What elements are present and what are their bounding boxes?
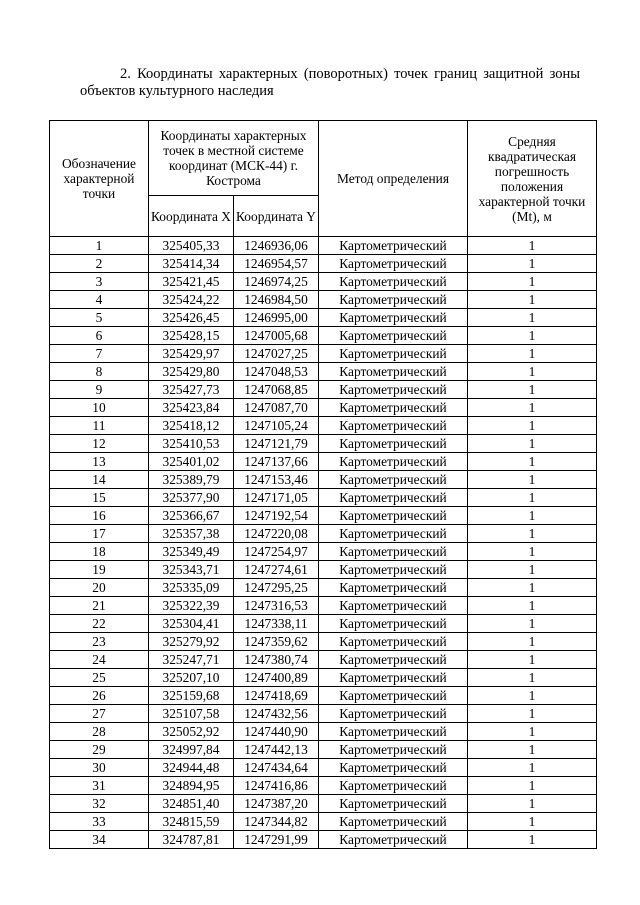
table-row — [50, 597, 597, 615]
cell-accuracy: 1 — [468, 669, 597, 687]
table-row — [50, 525, 597, 543]
cell-y: 1247387,20 — [234, 795, 319, 813]
cell-point: 24 — [50, 651, 149, 669]
cell-method: Картометрический — [319, 561, 468, 579]
cell-accuracy: 1 — [468, 759, 597, 777]
cell-method: Картометрический — [319, 813, 468, 831]
cell-x: 325207,10 — [149, 669, 234, 687]
cell-x: 325429,97 — [149, 345, 234, 363]
cell-point: 28 — [50, 723, 149, 741]
cell-x: 325279,92 — [149, 633, 234, 651]
cell-method: Картометрический — [319, 831, 468, 849]
cell-point: 16 — [50, 507, 149, 525]
cell-point: 34 — [50, 831, 149, 849]
table-row — [50, 255, 597, 273]
cell-method: Картометрический — [319, 237, 468, 255]
cell-method: Картометрический — [319, 741, 468, 759]
cell-method: Картометрический — [319, 615, 468, 633]
table-row — [50, 831, 597, 849]
cell-method: Картометрический — [319, 723, 468, 741]
table-row — [50, 813, 597, 831]
cell-x: 325421,45 — [149, 273, 234, 291]
cell-point: 7 — [50, 345, 149, 363]
cell-point: 5 — [50, 309, 149, 327]
cell-point: 14 — [50, 471, 149, 489]
cell-method: Картометрический — [319, 579, 468, 597]
cell-y: 1247068,85 — [234, 381, 319, 399]
cell-method: Картометрический — [319, 309, 468, 327]
cell-accuracy: 1 — [468, 651, 597, 669]
cell-point: 2 — [50, 255, 149, 273]
cell-point: 26 — [50, 687, 149, 705]
table-row — [50, 309, 597, 327]
cell-accuracy: 1 — [468, 309, 597, 327]
cell-method: Картометрический — [319, 327, 468, 345]
cell-x: 325107,58 — [149, 705, 234, 723]
cell-accuracy: 1 — [468, 237, 597, 255]
cell-x: 325322,39 — [149, 597, 234, 615]
table-row — [50, 363, 597, 381]
cell-point: 10 — [50, 399, 149, 417]
cell-point: 8 — [50, 363, 149, 381]
cell-accuracy: 1 — [468, 273, 597, 291]
table-row — [50, 777, 597, 795]
cell-x: 324787,81 — [149, 831, 234, 849]
cell-y: 1246984,50 — [234, 291, 319, 309]
cell-x: 324894,95 — [149, 777, 234, 795]
cell-method: Картометрический — [319, 795, 468, 813]
cell-x: 324997,84 — [149, 741, 234, 759]
cell-point: 17 — [50, 525, 149, 543]
cell-y: 1247440,90 — [234, 723, 319, 741]
cell-y: 1247121,79 — [234, 435, 319, 453]
cell-y: 1247359,62 — [234, 633, 319, 651]
cell-accuracy: 1 — [468, 291, 597, 309]
cell-accuracy: 1 — [468, 597, 597, 615]
cell-x: 325304,41 — [149, 615, 234, 633]
cell-accuracy: 1 — [468, 561, 597, 579]
table-row — [50, 507, 597, 525]
cell-y: 1247380,74 — [234, 651, 319, 669]
header-accuracy: Средняя квадратическая погрешность положения характерной точки (Mt), м — [468, 121, 597, 237]
table-row — [50, 561, 597, 579]
cell-y: 1247400,89 — [234, 669, 319, 687]
cell-accuracy: 1 — [468, 453, 597, 471]
table-row — [50, 687, 597, 705]
cell-accuracy: 1 — [468, 741, 597, 759]
cell-x: 325429,80 — [149, 363, 234, 381]
cell-y: 1247291,99 — [234, 831, 319, 849]
cell-point: 3 — [50, 273, 149, 291]
cell-accuracy: 1 — [468, 255, 597, 273]
cell-y: 1246954,57 — [234, 255, 319, 273]
cell-x: 325405,33 — [149, 237, 234, 255]
cell-x: 325426,45 — [149, 309, 234, 327]
cell-x: 325343,71 — [149, 561, 234, 579]
cell-y: 1247027,25 — [234, 345, 319, 363]
cell-method: Картометрический — [319, 705, 468, 723]
cell-y: 1247274,61 — [234, 561, 319, 579]
cell-accuracy: 1 — [468, 507, 597, 525]
cell-point: 19 — [50, 561, 149, 579]
cell-accuracy: 1 — [468, 705, 597, 723]
cell-point: 11 — [50, 417, 149, 435]
table-row — [50, 399, 597, 417]
cell-x: 325401,02 — [149, 453, 234, 471]
cell-x: 324815,59 — [149, 813, 234, 831]
table-row — [50, 417, 597, 435]
cell-x: 324944,48 — [149, 759, 234, 777]
cell-method: Картометрический — [319, 417, 468, 435]
table-row — [50, 471, 597, 489]
table-row — [50, 489, 597, 507]
cell-point: 21 — [50, 597, 149, 615]
table-row — [50, 633, 597, 651]
cell-accuracy: 1 — [468, 525, 597, 543]
cell-x: 325357,38 — [149, 525, 234, 543]
cell-accuracy: 1 — [468, 345, 597, 363]
cell-point: 9 — [50, 381, 149, 399]
cell-y: 1247338,11 — [234, 615, 319, 633]
cell-method: Картометрический — [319, 453, 468, 471]
cell-method: Картометрический — [319, 255, 468, 273]
cell-method: Картометрический — [319, 345, 468, 363]
cell-method: Картометрический — [319, 759, 468, 777]
cell-accuracy: 1 — [468, 327, 597, 345]
cell-y: 1247434,64 — [234, 759, 319, 777]
cell-method: Картометрический — [319, 489, 468, 507]
table-row — [50, 615, 597, 633]
table-row — [50, 759, 597, 777]
cell-point: 25 — [50, 669, 149, 687]
table-row — [50, 381, 597, 399]
cell-y: 1247192,54 — [234, 507, 319, 525]
cell-accuracy: 1 — [468, 795, 597, 813]
table-row — [50, 327, 597, 345]
cell-x: 325414,34 — [149, 255, 234, 273]
header-point: Обозначение характерной точки — [50, 121, 149, 237]
table-row — [50, 237, 597, 255]
cell-method: Картометрический — [319, 363, 468, 381]
cell-method: Картометрический — [319, 435, 468, 453]
header-coords-group: Координаты характерных точек в местной системе координат (МСК-44) г. Кострома — [149, 121, 319, 196]
cell-point: 15 — [50, 489, 149, 507]
coordinates-table — [49, 120, 597, 849]
cell-accuracy: 1 — [468, 381, 597, 399]
cell-point: 4 — [50, 291, 149, 309]
cell-point: 32 — [50, 795, 149, 813]
header-method: Метод определения — [319, 121, 468, 237]
cell-point: 30 — [50, 759, 149, 777]
cell-y: 1247295,25 — [234, 579, 319, 597]
cell-accuracy: 1 — [468, 687, 597, 705]
cell-point: 23 — [50, 633, 149, 651]
cell-method: Картометрический — [319, 381, 468, 399]
cell-method: Картометрический — [319, 777, 468, 795]
cell-x: 325428,15 — [149, 327, 234, 345]
table-row — [50, 543, 597, 561]
cell-point: 1 — [50, 237, 149, 255]
cell-accuracy: 1 — [468, 831, 597, 849]
cell-method: Картометрический — [319, 597, 468, 615]
cell-point: 22 — [50, 615, 149, 633]
cell-method: Картометрический — [319, 651, 468, 669]
cell-x: 325389,79 — [149, 471, 234, 489]
cell-x: 325366,67 — [149, 507, 234, 525]
cell-point: 12 — [50, 435, 149, 453]
cell-x: 325052,92 — [149, 723, 234, 741]
cell-accuracy: 1 — [468, 543, 597, 561]
cell-accuracy: 1 — [468, 615, 597, 633]
cell-x: 324851,40 — [149, 795, 234, 813]
cell-method: Картометрический — [319, 471, 468, 489]
cell-accuracy: 1 — [468, 399, 597, 417]
cell-method: Картометрический — [319, 399, 468, 417]
cell-method: Картометрический — [319, 273, 468, 291]
table-row — [50, 723, 597, 741]
cell-point: 20 — [50, 579, 149, 597]
table-row — [50, 705, 597, 723]
cell-method: Картометрический — [319, 543, 468, 561]
cell-x: 325335,09 — [149, 579, 234, 597]
cell-point: 33 — [50, 813, 149, 831]
table-row — [50, 579, 597, 597]
cell-y: 1246995,00 — [234, 309, 319, 327]
cell-y: 1247137,66 — [234, 453, 319, 471]
table-row — [50, 291, 597, 309]
cell-x: 325247,71 — [149, 651, 234, 669]
cell-x: 325423,84 — [149, 399, 234, 417]
cell-y: 1247442,13 — [234, 741, 319, 759]
cell-y: 1246974,25 — [234, 273, 319, 291]
cell-x: 325349,49 — [149, 543, 234, 561]
table-row — [50, 435, 597, 453]
cell-y: 1246936,06 — [234, 237, 319, 255]
table-row — [50, 273, 597, 291]
cell-accuracy: 1 — [468, 417, 597, 435]
table-header — [50, 121, 597, 237]
cell-method: Картометрический — [319, 507, 468, 525]
table-row — [50, 651, 597, 669]
cell-point: 18 — [50, 543, 149, 561]
cell-method: Картометрический — [319, 291, 468, 309]
cell-method: Картометрический — [319, 525, 468, 543]
cell-y: 1247220,08 — [234, 525, 319, 543]
header-y: Координата Y — [234, 196, 319, 237]
cell-y: 1247418,69 — [234, 687, 319, 705]
table-row — [50, 669, 597, 687]
cell-point: 29 — [50, 741, 149, 759]
cell-method: Картометрический — [319, 669, 468, 687]
cell-x: 325159,68 — [149, 687, 234, 705]
cell-x: 325410,53 — [149, 435, 234, 453]
cell-x: 325377,90 — [149, 489, 234, 507]
cell-y: 1247432,56 — [234, 705, 319, 723]
cell-y: 1247153,46 — [234, 471, 319, 489]
cell-accuracy: 1 — [468, 471, 597, 489]
table-row — [50, 453, 597, 471]
cell-point: 31 — [50, 777, 149, 795]
cell-y: 1247171,05 — [234, 489, 319, 507]
cell-y: 1247105,24 — [234, 417, 319, 435]
cell-method: Картометрический — [319, 633, 468, 651]
table-row — [50, 741, 597, 759]
cell-y: 1247254,97 — [234, 543, 319, 561]
cell-accuracy: 1 — [468, 813, 597, 831]
cell-accuracy: 1 — [468, 579, 597, 597]
table-row — [50, 795, 597, 813]
table-row — [50, 345, 597, 363]
cell-accuracy: 1 — [468, 363, 597, 381]
cell-point: 6 — [50, 327, 149, 345]
cell-y: 1247316,53 — [234, 597, 319, 615]
cell-point: 13 — [50, 453, 149, 471]
cell-y: 1247344,82 — [234, 813, 319, 831]
cell-y: 1247005,68 — [234, 327, 319, 345]
section-heading: 2. Координаты характерных (поворотных) точек границ защитной зоны объектов культурного наследия — [80, 66, 580, 99]
cell-accuracy: 1 — [468, 777, 597, 795]
table-body — [50, 237, 597, 849]
cell-accuracy: 1 — [468, 633, 597, 651]
cell-method: Картометрический — [319, 687, 468, 705]
cell-x: 325418,12 — [149, 417, 234, 435]
cell-x: 325424,22 — [149, 291, 234, 309]
cell-y: 1247048,53 — [234, 363, 319, 381]
cell-x: 325427,73 — [149, 381, 234, 399]
header-x: Координата X — [149, 196, 234, 237]
cell-point: 27 — [50, 705, 149, 723]
cell-accuracy: 1 — [468, 723, 597, 741]
cell-accuracy: 1 — [468, 489, 597, 507]
cell-y: 1247087,70 — [234, 399, 319, 417]
cell-y: 1247416,86 — [234, 777, 319, 795]
cell-accuracy: 1 — [468, 435, 597, 453]
